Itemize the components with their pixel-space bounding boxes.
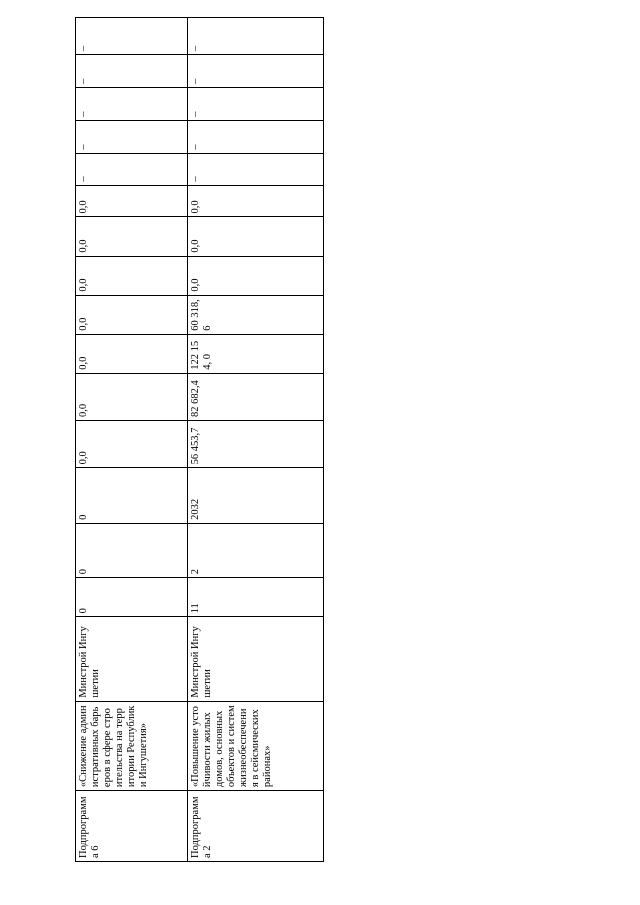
value-cell: 0,0 (76, 373, 188, 420)
value-cell: 0,0 (76, 217, 188, 256)
dash-cell: – (188, 120, 324, 153)
dash-cell: – (76, 153, 188, 185)
dash-cell: – (76, 120, 188, 153)
value-cell: 0,0 (76, 421, 188, 468)
dash-cell: – (188, 153, 324, 185)
value-cell: 2032 (188, 468, 324, 524)
value-cell: 0,0 (188, 185, 324, 217)
value-cell: 0,0 (76, 295, 188, 334)
value-cell: 0,0 (188, 217, 324, 256)
value-cell: 0 (76, 523, 188, 577)
program-cell: Подпрограмма 6 (76, 791, 188, 862)
executor-cell: Минстрой Ингушетии (188, 617, 324, 701)
program-cell: Подпрограмма 2 (188, 791, 324, 862)
table-row-subprogram-2 (188, 18, 324, 862)
value-cell: 56 453,7 (188, 421, 324, 468)
value-cell: 122 154, 0 (188, 334, 324, 373)
value-cell: 2 (188, 523, 324, 577)
value-cell: 0,0 (76, 185, 188, 217)
value-cell: 60 318, 6 (188, 295, 324, 334)
title-cell: «Снижение административных барьеров в сфере строительства на территории Республики Ингушетия» (76, 701, 188, 790)
dash-cell: – (76, 18, 188, 55)
value-cell: 0 (76, 578, 188, 617)
value-cell: 0 (76, 468, 188, 524)
value-cell: 0,0 (76, 334, 188, 373)
dash-cell: – (188, 55, 324, 88)
title-cell: «Повышение устойчивости жилых домов, основных объектов и систем жизнеобеспечения в сейсмических районах» (188, 701, 324, 790)
dash-cell: – (188, 18, 324, 55)
value-cell: 0,0 (76, 256, 188, 295)
table-row-subprogram-6 (76, 18, 188, 862)
value-cell: 82 682,4 (188, 373, 324, 420)
program-funding-table (75, 17, 324, 862)
dash-cell: – (76, 88, 188, 121)
dash-cell: – (188, 88, 324, 121)
dash-cell: – (76, 55, 188, 88)
executor-cell: Минстрой Ингушетии (76, 617, 188, 701)
value-cell: 11 (188, 578, 324, 617)
value-cell: 0,0 (188, 256, 324, 295)
